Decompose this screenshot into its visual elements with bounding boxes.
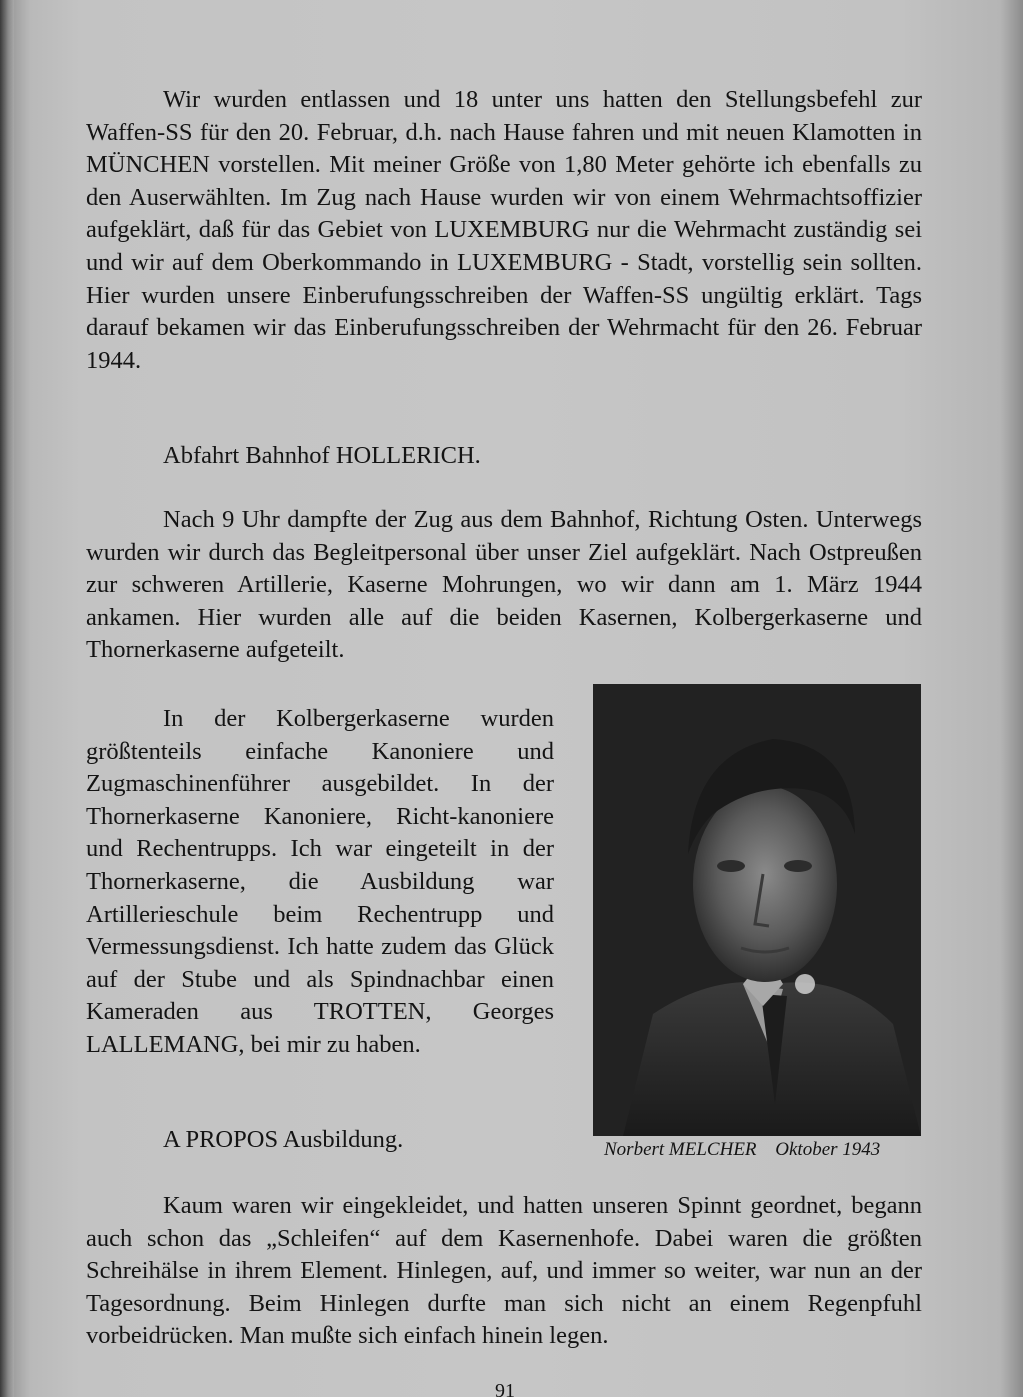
paragraph-4-text: Kaum waren wir eingekleidet, und hatten unseren Spinnt geordnet, begann auch schon das „Schleifen“ auf dem Kasernenhofe. Dabei waren die größten Schreihälse in ihrem Element. Hinlegen, auf, und immer so weiter, war nun an der Tagesordnung. Beim Hinlegen durfte man sich nicht an einem Regenpfuhl vorbeidrücken. Man mußte sich einfach hinein legen. — [86, 1192, 922, 1350]
paragraph-3-text: In der Kolbergerkaserne wurden größtenteils einfache Kanoniere und Zugmaschinenführer ausgebildet. In der Thornerkaserne Kanoniere, Richt-kanoniere und Rechentrupps. Ich war eingeteilt in der Thornerkaserne, die Ausbildung war Artillerieschule beim Rechentrupp und Vermessungsdienst. Ich hatte zudem das Glück auf der Stube und als Spindnachbar einen Kameraden aus TROTTEN, Georges LALLEMANG, bei mir zu haben. — [86, 705, 554, 1058]
portrait-photo — [593, 684, 921, 1136]
page-gutter — [0, 0, 14, 1397]
paragraph-1-text: Wir wurden entlassen und 18 unter uns hatten den Stellungsbefehl zur Waffen-SS für den 20. Februar, d.h. nach Hause fahren und mit neuen Klamotten in MÜNCHEN vorstellen. Mit meiner Größe von 1,80 Meter gehörte ich ebenfalls zu den Auserwählten. Im Zug nach Hause wurden wir von einem Wehrmachtsoffizier aufgeklärt, daß für das Gebiet von LUXEMBURG nur die Wehrmacht zuständig sei und wir auf dem Oberkommando in LUXEMBURG - Stadt, vorstellig sein sollten. Hier wurden unsere Einberufungsschreiben der Waffen-SS ungültig erklärt. Tags darauf bekamen wir das Einberufungsschreiben der Wehrmacht für den 26. Februar 1944. — [86, 86, 922, 374]
heading-training: A PROPOS Ausbildung. — [163, 1126, 404, 1153]
caption-name: Norbert MELCHER — [604, 1139, 757, 1160]
heading-departure: Abfahrt Bahnhof HOLLERICH. — [163, 442, 481, 469]
paragraph-2-text: Nach 9 Uhr dampfte der Zug aus dem Bahnhof, Richtung Osten. Unterwegs wurden wir durch das Begleitpersonal über unser Ziel aufgeklärt. Nach Ostpreußen zur schweren Artillerie, Kaserne Mohrungen, wo wir dann am 1. März 1944 ankamen. Hier wurden alle auf die beiden Kasernen, Kolbergerkaserne und Thornerkaserne aufgeteilt. — [86, 506, 922, 664]
paragraph-3 — [86, 703, 554, 1062]
page-number: 91 — [495, 1380, 515, 1397]
caption-date: Oktober 1943 — [775, 1139, 881, 1160]
paragraph-4 — [86, 1190, 922, 1353]
portrait-illustration — [593, 684, 921, 1136]
paragraph-1 — [86, 84, 922, 377]
paragraph-2 — [86, 504, 922, 667]
photo-caption — [604, 1139, 924, 1161]
